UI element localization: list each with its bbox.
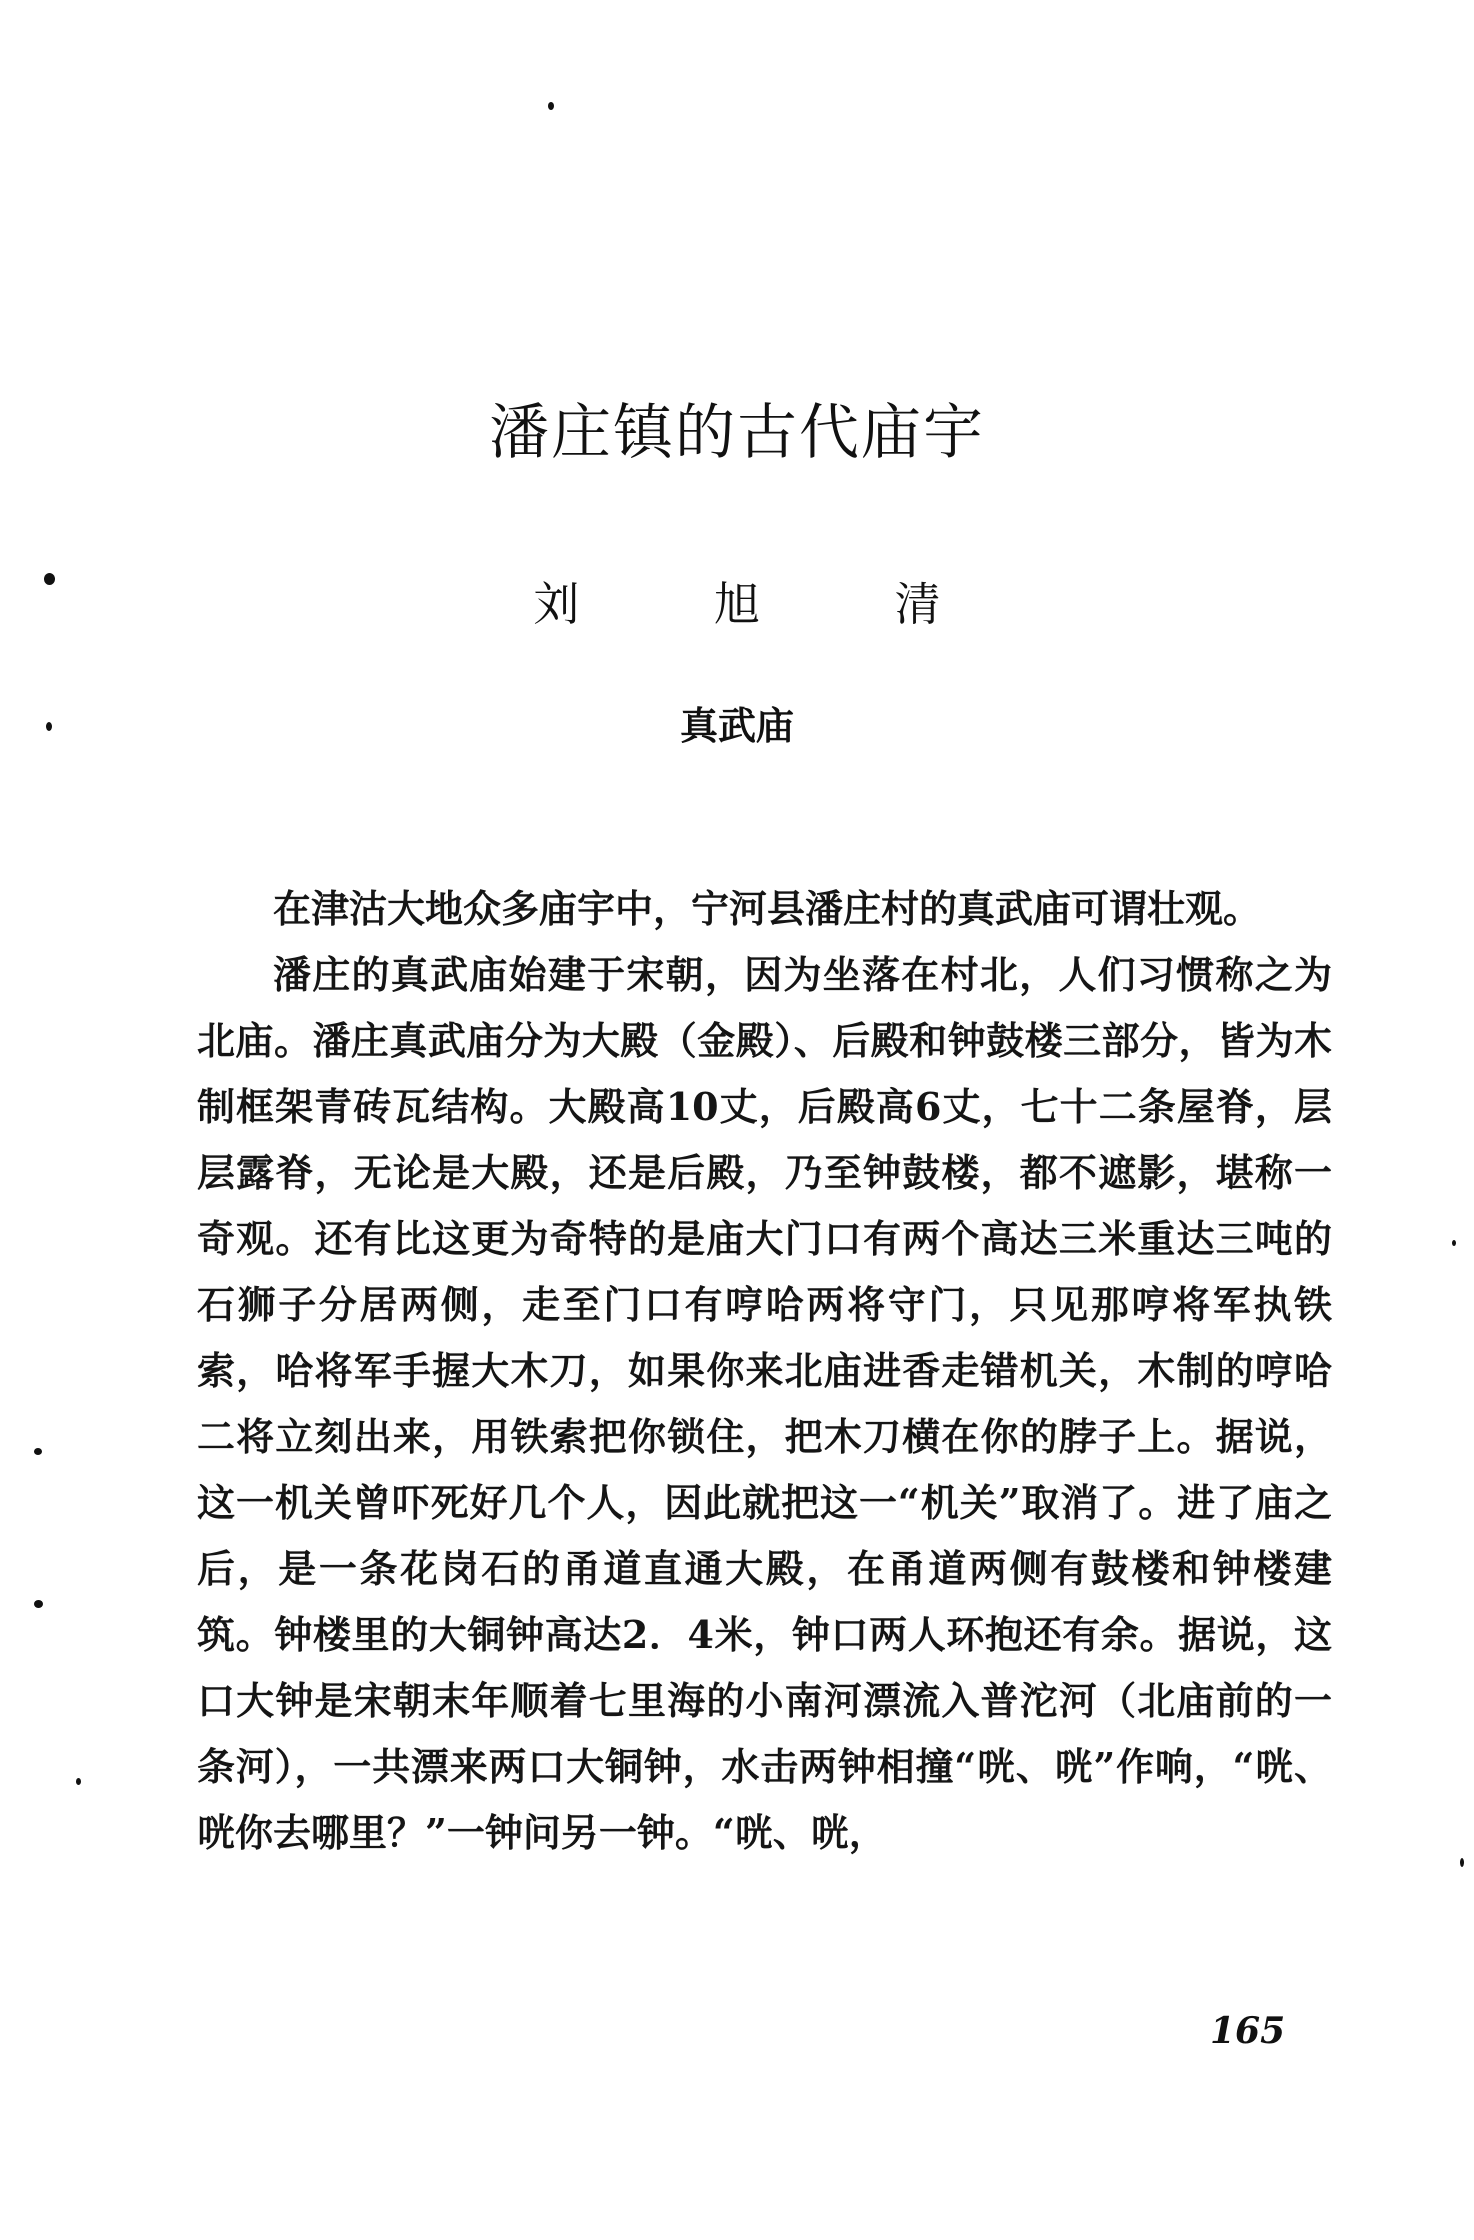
- scan-speck: [1452, 1240, 1456, 1246]
- article-title: 潘庄镇的古代庙宇: [489, 398, 985, 468]
- scan-speck: [76, 1778, 81, 1785]
- paragraph: 潘庄的真武庙始建于宋朝，因为坐落在村北，人们习惯称之为北庙。潘庄真武庙分为大殿（金殿）、后殿和钟鼓楼三部分，皆为木制框架青砖瓦结构。大殿高10丈，后殿高6丈，七十二条屋脊，层层露脊，无论是大殿，还是后殿，乃至钟鼓楼，都不遮影，堪称一奇观。还有比这更为奇特的是庙大门口有两个高达三米重达三吨的石狮子分居两侧，走至门口有哼哈两将守门，只见那哼将军执铁索，哈将军手握大木刀，如果你来北庙进香走错机关，木制的哼哈二将立刻出来，用铁索把你锁住，把木刀横在你的脖子上。据说，这一机关曾吓死好几个人，因此就把这一“机关”取消了。进了庙之后，是一条花岗石的甬道直通大殿，在甬道两侧有鼓楼和钟楼建筑。钟楼里的大铜钟高达2．4米，钟口两人环抱还有余。据说，这口大钟是宋朝末年顺着七里海的小南河漂流入普沱河（北庙前的一条河），一共漂来两口大铜钟，水击两钟相撞“咣、咣”作响，“咣、咣你去哪里？”一钟问另一钟。“咣、咣，: [197, 952, 1332, 1855]
- section-heading: 真武庙: [679, 704, 794, 748]
- paragraph: 在津沽大地众多庙宇中，宁河县潘庄村的真武庙可谓壮观。: [273, 886, 1262, 931]
- author-name: 刘 旭 清: [533, 577, 1001, 631]
- scan-speck: [34, 1600, 43, 1608]
- article-body: [197, 876, 1332, 1866]
- scan-speck: [548, 102, 554, 110]
- scan-speck: [1460, 1858, 1464, 1867]
- page-number: 165: [1210, 2010, 1286, 2052]
- scan-speck: [34, 1448, 42, 1455]
